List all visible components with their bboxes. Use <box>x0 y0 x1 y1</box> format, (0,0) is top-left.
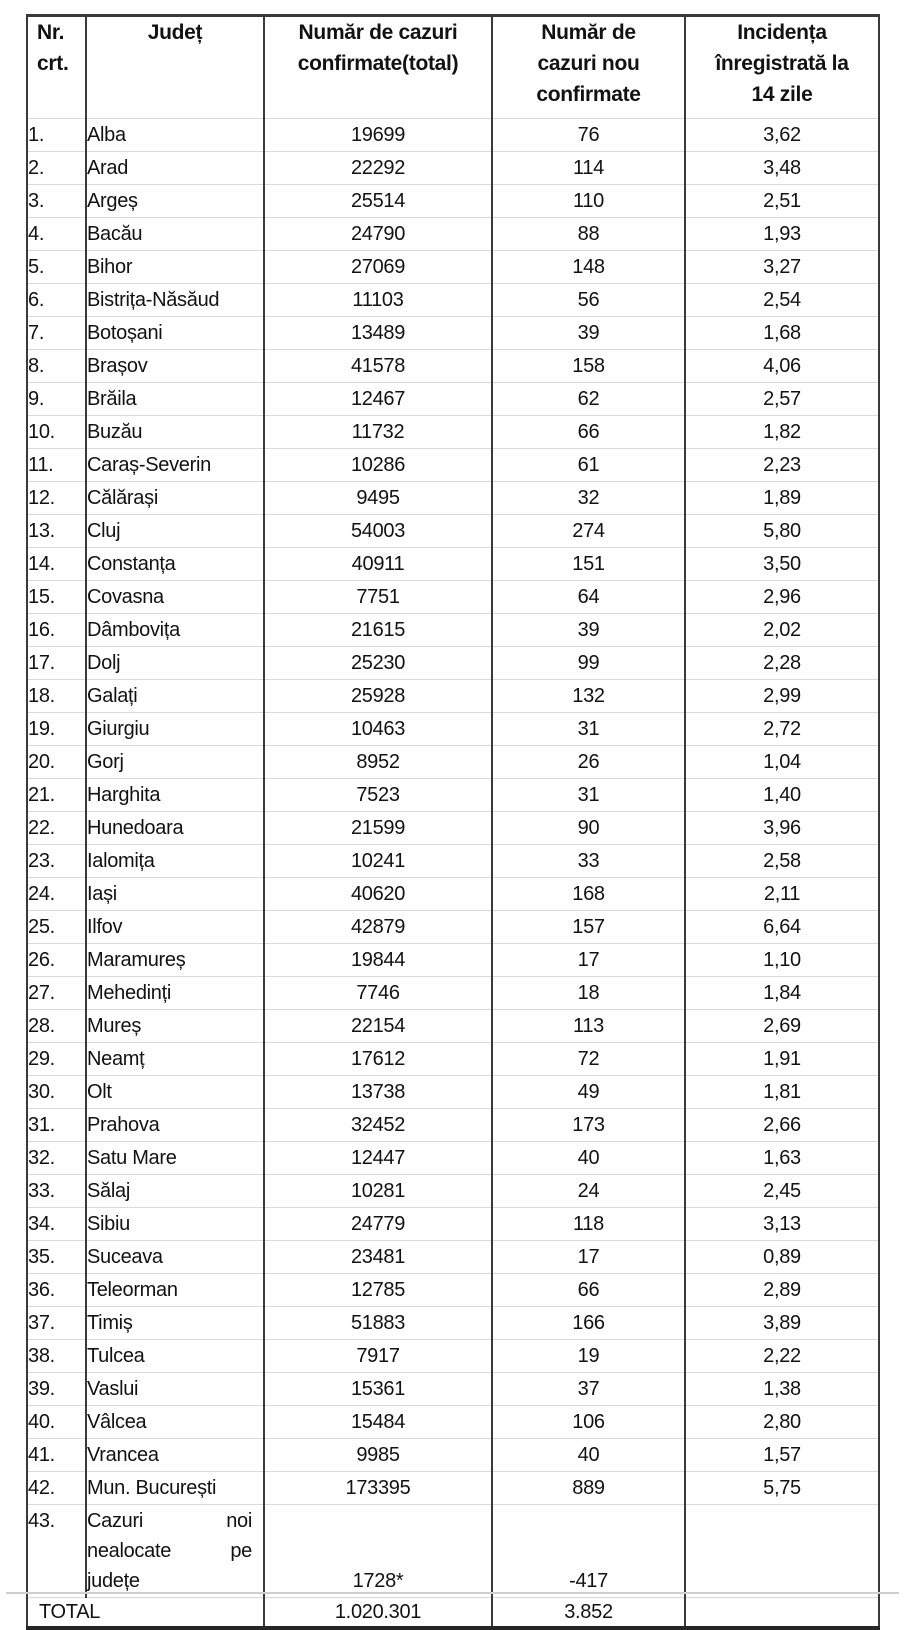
incidence-cell: 3,62 <box>685 119 879 152</box>
total-cases-cell: 41578 <box>264 350 492 383</box>
table-body <box>27 119 879 1629</box>
county-cell: Iași <box>86 878 264 911</box>
table-row <box>27 119 879 152</box>
table-row <box>27 350 879 383</box>
header-row <box>27 16 879 119</box>
incidence-cell: 1,84 <box>685 977 879 1010</box>
total-cases-cell: 40620 <box>264 878 492 911</box>
table-row <box>27 1175 879 1208</box>
new-cases-cell: 39 <box>492 614 685 647</box>
incidence-cell: 2,23 <box>685 449 879 482</box>
table-row <box>27 1010 879 1043</box>
incidence-cell: 1,10 <box>685 944 879 977</box>
row-number-cell: 41. <box>27 1439 86 1472</box>
county-cell: Mehedinți <box>86 977 264 1010</box>
total-cases-cell: 15484 <box>264 1406 492 1439</box>
county-cell: Vâlcea <box>86 1406 264 1439</box>
total-cases-cell: 10241 <box>264 845 492 878</box>
county-cell: Bacău <box>86 218 264 251</box>
new-cases-cell: 56 <box>492 284 685 317</box>
county-cell: Teleorman <box>86 1274 264 1307</box>
county-cell: Ilfov <box>86 911 264 944</box>
new-cases-cell: 17 <box>492 1241 685 1274</box>
new-cases-cell: 40 <box>492 1142 685 1175</box>
header-cell-4: Incidența înregistrată la 14 zile <box>685 16 879 119</box>
total-cases-cell: 42879 <box>264 911 492 944</box>
county-cell: Neamț <box>86 1043 264 1076</box>
total-cases-cell: 54003 <box>264 515 492 548</box>
row-number-cell: 21. <box>27 779 86 812</box>
county-cell: Caraș-Severin <box>86 449 264 482</box>
header-cell-1: Județ <box>86 16 264 119</box>
incidence-cell: 2,72 <box>685 713 879 746</box>
row-number-cell: 20. <box>27 746 86 779</box>
row-number-cell: 30. <box>27 1076 86 1109</box>
county-cell: Suceava <box>86 1241 264 1274</box>
county-cell: Maramureș <box>86 944 264 977</box>
table-row <box>27 779 879 812</box>
total-cases-cell: 27069 <box>264 251 492 284</box>
new-cases-cell: 26 <box>492 746 685 779</box>
total-label-cell: TOTAL <box>27 1598 264 1629</box>
table-row <box>27 416 879 449</box>
new-cases-cell: 37 <box>492 1373 685 1406</box>
new-cases-cell: 132 <box>492 680 685 713</box>
total-cases-cell: 11103 <box>264 284 492 317</box>
row-number-cell: 8. <box>27 350 86 383</box>
total-cases-cell: 40911 <box>264 548 492 581</box>
table-row <box>27 515 879 548</box>
incidence-cell: 0,89 <box>685 1241 879 1274</box>
table-row <box>27 1241 879 1274</box>
table-row <box>27 614 879 647</box>
county-cell: Olt <box>86 1076 264 1109</box>
new-cases-cell: 168 <box>492 878 685 911</box>
total-cases-cell: 1.020.301 <box>264 1598 492 1629</box>
incidence-cell: 3,50 <box>685 548 879 581</box>
incidence-cell: 1,82 <box>685 416 879 449</box>
row-number-cell: 35. <box>27 1241 86 1274</box>
table-row <box>27 1373 879 1406</box>
new-cases-cell: 49 <box>492 1076 685 1109</box>
incidence-cell <box>685 1505 879 1598</box>
county-cell: Dâmbovița <box>86 614 264 647</box>
table-row <box>27 1076 879 1109</box>
table-row <box>27 944 879 977</box>
total-cases-cell: 51883 <box>264 1307 492 1340</box>
incidence-cell: 3,48 <box>685 152 879 185</box>
row-number-cell: 29. <box>27 1043 86 1076</box>
table-row <box>27 1340 879 1373</box>
incidence-cell: 1,68 <box>685 317 879 350</box>
county-cell: Brașov <box>86 350 264 383</box>
table-row <box>27 1208 879 1241</box>
total-cases-cell: 25928 <box>264 680 492 713</box>
row-number-cell: 25. <box>27 911 86 944</box>
table-row <box>27 218 879 251</box>
incidence-cell: 1,63 <box>685 1142 879 1175</box>
table-row <box>27 713 879 746</box>
incidence-cell: 6,64 <box>685 911 879 944</box>
new-cases-cell: 32 <box>492 482 685 515</box>
total-cases-cell: 19699 <box>264 119 492 152</box>
total-cases-cell: 7746 <box>264 977 492 1010</box>
incidence-cell: 5,75 <box>685 1472 879 1505</box>
incidence-cell: 2,96 <box>685 581 879 614</box>
table-header <box>27 16 879 119</box>
row-number-cell: 38. <box>27 1340 86 1373</box>
incidence-cell: 1,89 <box>685 482 879 515</box>
total-cases-cell: 9985 <box>264 1439 492 1472</box>
total-cases-cell: 21615 <box>264 614 492 647</box>
county-cell: Buzău <box>86 416 264 449</box>
county-cell: Botoșani <box>86 317 264 350</box>
new-cases-cell: 99 <box>492 647 685 680</box>
total-cases-cell: 24790 <box>264 218 492 251</box>
incidence-cell: 5,80 <box>685 515 879 548</box>
new-cases-cell: 106 <box>492 1406 685 1439</box>
row-number-cell: 37. <box>27 1307 86 1340</box>
incidence-cell: 2,22 <box>685 1340 879 1373</box>
incidence-cell: 2,69 <box>685 1010 879 1043</box>
header-cell-2: Număr de cazuri confirmate(total) <box>264 16 492 119</box>
county-cell: Hunedoara <box>86 812 264 845</box>
new-cases-cell: 166 <box>492 1307 685 1340</box>
incidence-cell: 1,38 <box>685 1373 879 1406</box>
incidence-cell: 1,04 <box>685 746 879 779</box>
table-row <box>27 581 879 614</box>
table-row <box>27 977 879 1010</box>
county-cell: Mureș <box>86 1010 264 1043</box>
new-cases-cell: 76 <box>492 119 685 152</box>
table-row <box>27 1439 879 1472</box>
new-cases-cell: 158 <box>492 350 685 383</box>
total-cases-cell: 22292 <box>264 152 492 185</box>
row-number-cell: 11. <box>27 449 86 482</box>
incidence-cell: 2,80 <box>685 1406 879 1439</box>
incidence-cell: 2,45 <box>685 1175 879 1208</box>
county-cell: Sălaj <box>86 1175 264 1208</box>
total-cases-cell: 10281 <box>264 1175 492 1208</box>
county-cell: Prahova <box>86 1109 264 1142</box>
incidence-cell: 1,91 <box>685 1043 879 1076</box>
new-cases-cell: 110 <box>492 185 685 218</box>
new-cases-cell: 31 <box>492 713 685 746</box>
table-row <box>27 878 879 911</box>
table-row <box>27 1472 879 1505</box>
row-number-cell: 5. <box>27 251 86 284</box>
row-number-cell: 31. <box>27 1109 86 1142</box>
row-number-cell: 6. <box>27 284 86 317</box>
county-cell: Cluj <box>86 515 264 548</box>
header-cell-0: Nr. crt. <box>37 21 69 75</box>
total-cases-cell: 7917 <box>264 1340 492 1373</box>
county-cell: Galați <box>86 680 264 713</box>
total-cases-cell: 19844 <box>264 944 492 977</box>
new-cases-cell: 90 <box>492 812 685 845</box>
new-cases-cell: 118 <box>492 1208 685 1241</box>
new-cases-cell: 72 <box>492 1043 685 1076</box>
county-cell: Călărași <box>86 482 264 515</box>
new-cases-cell: 889 <box>492 1472 685 1505</box>
total-cases-cell: 22154 <box>264 1010 492 1043</box>
incidence-cell: 2,57 <box>685 383 879 416</box>
total-cases-cell: 173395 <box>264 1472 492 1505</box>
total-cases-cell: 7751 <box>264 581 492 614</box>
total-cases-cell: 24779 <box>264 1208 492 1241</box>
county-cell: Alba <box>86 119 264 152</box>
row-number-cell: 2. <box>27 152 86 185</box>
table-row <box>27 185 879 218</box>
new-cases-cell: 18 <box>492 977 685 1010</box>
header-cell-3: Număr de cazuri nou confirmate <box>492 16 685 119</box>
new-cases-cell: 114 <box>492 152 685 185</box>
row-number-cell: 27. <box>27 977 86 1010</box>
table-row <box>27 317 879 350</box>
new-cases-cell: 66 <box>492 1274 685 1307</box>
total-cases-cell: 10286 <box>264 449 492 482</box>
county-cell: Tulcea <box>86 1340 264 1373</box>
table-row <box>27 746 879 779</box>
county-cell: Timiș <box>86 1307 264 1340</box>
row-number-cell: 34. <box>27 1208 86 1241</box>
table-row <box>27 383 879 416</box>
table-row <box>27 1274 879 1307</box>
table-row <box>27 482 879 515</box>
incidence-cell: 3,96 <box>685 812 879 845</box>
new-cases-cell: 31 <box>492 779 685 812</box>
table-row <box>27 1307 879 1340</box>
incidence-cell: 2,11 <box>685 878 879 911</box>
new-cases-cell: 19 <box>492 1340 685 1373</box>
table-row <box>27 284 879 317</box>
total-cases-cell: 13489 <box>264 317 492 350</box>
row-number-cell: 19. <box>27 713 86 746</box>
row-number-cell: 3. <box>27 185 86 218</box>
new-cases-cell: 17 <box>492 944 685 977</box>
total-cases-cell: 12785 <box>264 1274 492 1307</box>
new-cases-cell: 157 <box>492 911 685 944</box>
new-cases-cell: 88 <box>492 218 685 251</box>
county-cell: Giurgiu <box>86 713 264 746</box>
new-cases-cell: 33 <box>492 845 685 878</box>
total-cases-cell: 10463 <box>264 713 492 746</box>
county-cell: Arad <box>86 152 264 185</box>
county-cell: Covasna <box>86 581 264 614</box>
total-cases-cell: 8952 <box>264 746 492 779</box>
county-cell: Bistrița-Năsăud <box>86 284 264 317</box>
row-number-cell: 33. <box>27 1175 86 1208</box>
total-row <box>27 1598 879 1629</box>
total-cases-cell: 7523 <box>264 779 492 812</box>
row-number-cell: 36. <box>27 1274 86 1307</box>
incidence-cell: 2,02 <box>685 614 879 647</box>
table-row <box>27 845 879 878</box>
total-cases-cell: 1728* <box>264 1505 492 1598</box>
total-cases-cell: 12467 <box>264 383 492 416</box>
incidence-cell: 1,81 <box>685 1076 879 1109</box>
total-cases-cell: 25230 <box>264 647 492 680</box>
incidence-cell: 2,66 <box>685 1109 879 1142</box>
incidence-cell: 3,89 <box>685 1307 879 1340</box>
county-cell: Ialomița <box>86 845 264 878</box>
total-cases-cell: 12447 <box>264 1142 492 1175</box>
table-row <box>27 548 879 581</box>
incidence-cell: 2,28 <box>685 647 879 680</box>
table-row <box>27 1406 879 1439</box>
incidence-cell: 4,06 <box>685 350 879 383</box>
table-row <box>27 1109 879 1142</box>
row-number-cell: 4. <box>27 218 86 251</box>
row-number-cell: 22. <box>27 812 86 845</box>
total-cases-cell: 17612 <box>264 1043 492 1076</box>
incidence-cell: 2,58 <box>685 845 879 878</box>
row-number-cell: 10. <box>27 416 86 449</box>
new-cases-cell: 274 <box>492 515 685 548</box>
row-number-cell: 42. <box>27 1472 86 1505</box>
row-number-cell: 13. <box>27 515 86 548</box>
new-cases-cell: 3.852 <box>492 1598 685 1629</box>
table-row <box>27 1043 879 1076</box>
incidence-cell: 3,27 <box>685 251 879 284</box>
new-cases-cell: 64 <box>492 581 685 614</box>
total-cases-cell: 13738 <box>264 1076 492 1109</box>
total-cases-cell: 23481 <box>264 1241 492 1274</box>
new-cases-cell: 151 <box>492 548 685 581</box>
page-bottom-shadow-line <box>6 1592 899 1594</box>
table-row <box>27 812 879 845</box>
row-number-cell: 18. <box>27 680 86 713</box>
incidence-cell: 1,40 <box>685 779 879 812</box>
county-cell: Gorj <box>86 746 264 779</box>
row-number-cell: 14. <box>27 548 86 581</box>
new-cases-cell: 148 <box>492 251 685 284</box>
total-cases-cell: 25514 <box>264 185 492 218</box>
total-cases-cell: 32452 <box>264 1109 492 1142</box>
total-cases-cell: 15361 <box>264 1373 492 1406</box>
incidence-cell: 1,57 <box>685 1439 879 1472</box>
unallocated-cases-row <box>27 1505 879 1598</box>
county-cell: Vrancea <box>86 1439 264 1472</box>
county-cell: Vaslui <box>86 1373 264 1406</box>
incidence-cell: 3,13 <box>685 1208 879 1241</box>
incidence-cell: 1,93 <box>685 218 879 251</box>
new-cases-cell: 113 <box>492 1010 685 1043</box>
row-number-cell: 43. <box>27 1505 86 1598</box>
new-cases-cell: 24 <box>492 1175 685 1208</box>
total-cases-cell: 9495 <box>264 482 492 515</box>
incidence-cell: 2,99 <box>685 680 879 713</box>
table-row <box>27 449 879 482</box>
row-number-cell: 26. <box>27 944 86 977</box>
incidence-cell: 2,54 <box>685 284 879 317</box>
new-cases-cell: 40 <box>492 1439 685 1472</box>
new-cases-cell: 61 <box>492 449 685 482</box>
county-cell: Constanța <box>86 548 264 581</box>
total-cases-cell: 11732 <box>264 416 492 449</box>
table-row <box>27 251 879 284</box>
row-number-cell: 12. <box>27 482 86 515</box>
row-number-cell: 23. <box>27 845 86 878</box>
county-cell: Brăila <box>86 383 264 416</box>
row-number-cell: 32. <box>27 1142 86 1175</box>
row-number-cell: 1. <box>27 119 86 152</box>
row-number-cell: 39. <box>27 1373 86 1406</box>
row-number-cell: 24. <box>27 878 86 911</box>
table-row <box>27 647 879 680</box>
row-number-cell: 16. <box>27 614 86 647</box>
county-cell: Sibiu <box>86 1208 264 1241</box>
row-number-cell: 28. <box>27 1010 86 1043</box>
new-cases-cell: 173 <box>492 1109 685 1142</box>
incidence-cell: 2,51 <box>685 185 879 218</box>
county-cell: Satu Mare <box>86 1142 264 1175</box>
table-row <box>27 680 879 713</box>
county-cell: Bihor <box>86 251 264 284</box>
county-cell: Argeș <box>86 185 264 218</box>
table-row <box>27 152 879 185</box>
row-number-cell: 7. <box>27 317 86 350</box>
row-number-cell: 40. <box>27 1406 86 1439</box>
new-cases-cell: -417 <box>492 1505 685 1598</box>
covid-cases-by-county-table <box>26 14 880 1630</box>
row-number-cell: 9. <box>27 383 86 416</box>
county-cell: Dolj <box>86 647 264 680</box>
new-cases-cell: 39 <box>492 317 685 350</box>
new-cases-cell: 62 <box>492 383 685 416</box>
new-cases-cell: 66 <box>492 416 685 449</box>
county-cell: Mun. București <box>86 1472 264 1505</box>
table-row <box>27 1142 879 1175</box>
incidence-cell: 2,89 <box>685 1274 879 1307</box>
row-number-cell: 15. <box>27 581 86 614</box>
table-row <box>27 911 879 944</box>
total-cases-cell: 21599 <box>264 812 492 845</box>
incidence-cell <box>685 1598 879 1629</box>
row-number-cell: 17. <box>27 647 86 680</box>
county-cell: Harghita <box>86 779 264 812</box>
unallocated-label-cell: Cazuri noi nealocate pe județe <box>86 1505 264 1598</box>
